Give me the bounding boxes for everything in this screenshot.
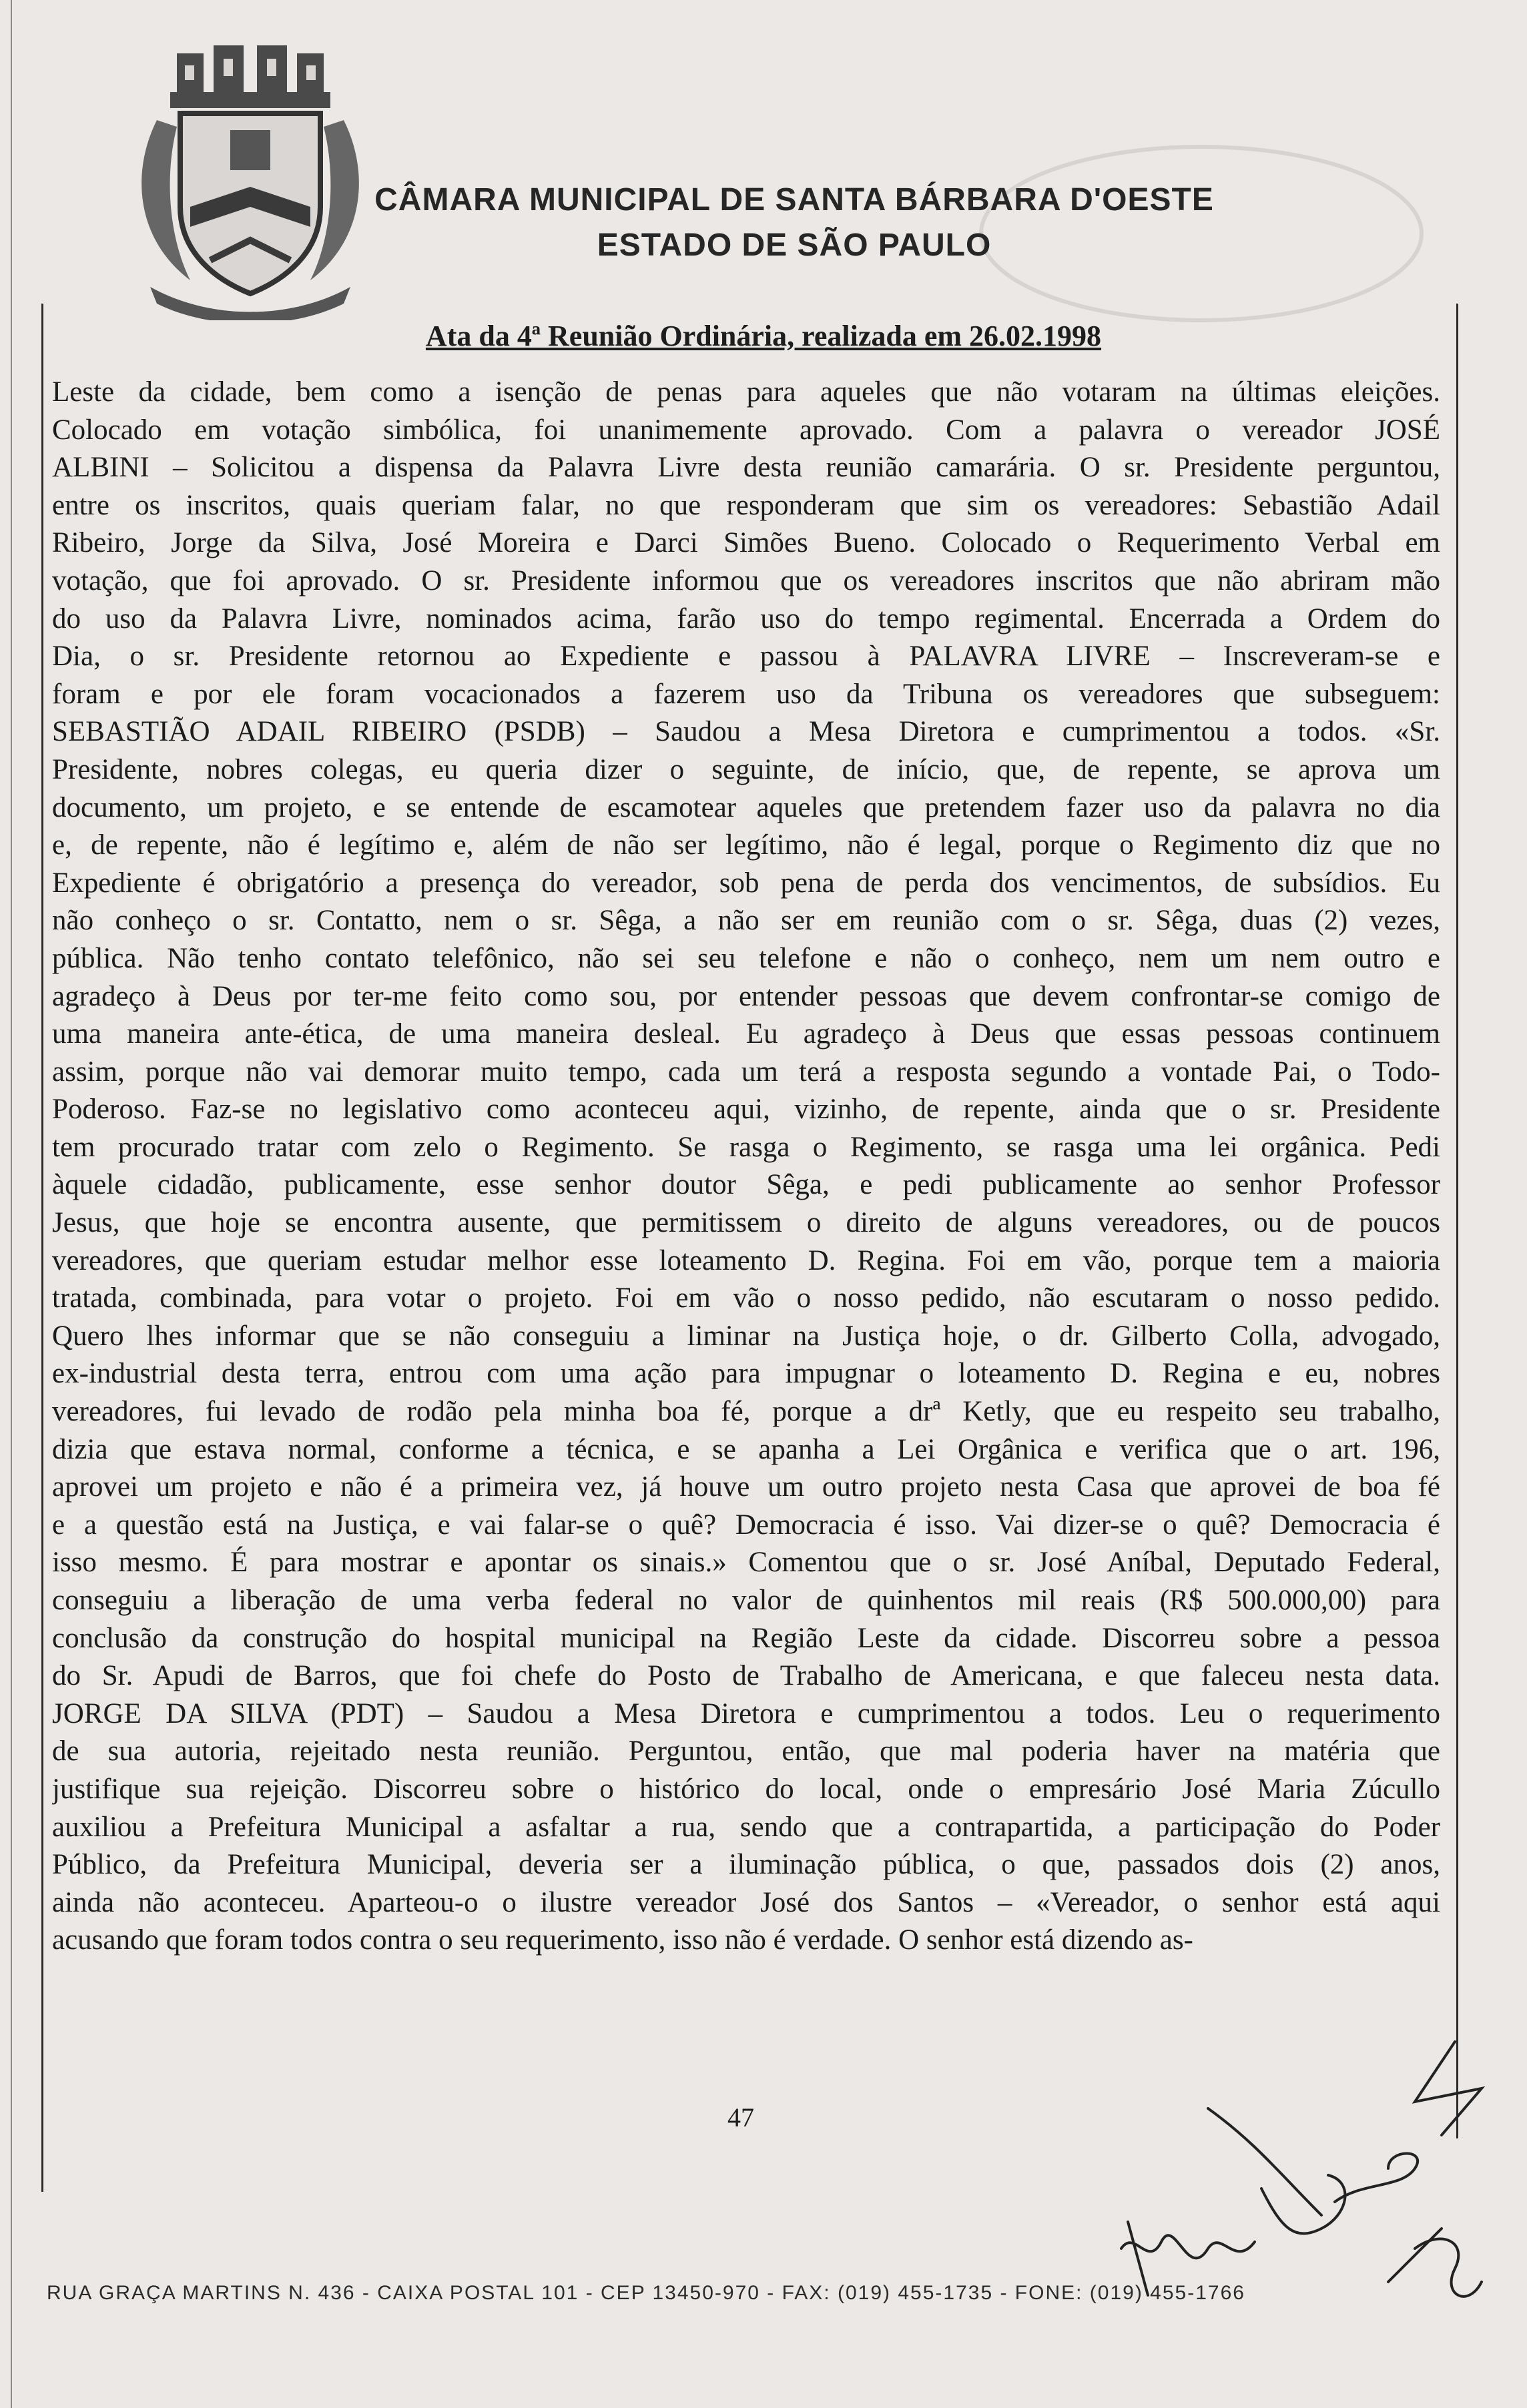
body-line: auxiliou a Prefeitura Municipal a asfaltar a rua, sendo que a contrapartida, a participação do Poder [52, 1811, 1440, 1843]
handwritten-signatures-icon [1041, 2028, 1508, 2322]
body-line: ex-industrial desta terra, entrou com uma ação para impugnar o loteamento D. Regina e eu, nobres [52, 1358, 1440, 1390]
body-line: documento, um projeto, e se entende de escamotear aqueles que pretendem fazer uso da palavra no dia [52, 791, 1440, 823]
document-title: Ata da 4ª Reunião Ordinária, realizada em 26.02.1998 [425, 320, 1102, 352]
state-name: ESTADO DE SÃO PAULO [597, 228, 992, 263]
body-line: aprovei um projeto e não é a primeira vez, já houve um outro projeto nesta Casa que aprovei de boa fé [52, 1471, 1440, 1503]
body-line: dizia que estava normal, conforme a técnica, e se apanha a Lei Orgânica e verifica que o art. 196, [52, 1433, 1440, 1465]
body-line: vereadores, que queriam estudar melhor esse loteamento D. Regina. Foi em vão, porque tem a maioria [52, 1244, 1440, 1276]
body-line: Dia, o sr. Presidente retornou ao Expediente e passou à PALAVRA LIVRE – Inscreveram-se e [52, 641, 1440, 673]
body-line: isso mesmo. É para mostrar e apontar os sinais.» Comentou que o sr. José Aníbal, Deputado Federal, [52, 1547, 1440, 1579]
body-line: tem procurado tratar com zelo o Regimento. Se rasga o Regimento, se rasga uma lei orgânica. Pedi [52, 1131, 1440, 1163]
body-line: conclusão da construção do hospital municipal na Região Leste da cidade. Discorreu sobre a pessoa [52, 1622, 1440, 1654]
page-number: 47 [727, 2102, 754, 2132]
body-line: pública. Não tenho contato telefônico, não sei seu telefone e não o conheço, nem um nem outro e [52, 942, 1440, 974]
minutes-body [52, 374, 1440, 1960]
body-line: tratada, combinada, para votar o projeto. Foi em vão o nosso pedido, não escutaram o nosso pedido. [52, 1282, 1440, 1314]
body-line: Colocado em votação simbólica, foi unanimemente aprovado. Com a palavra o vereador JOSÉ [52, 414, 1440, 446]
body-line: Expediente é obrigatório a presença do vereador, sob pena de perda dos vencimentos, de subsídios. Eu [52, 867, 1440, 899]
body-line: acusando que foram todos contra o seu requerimento, isso não é verdade. O senhor está dizendo as- [52, 1924, 1193, 1956]
body-line: votação, que foi aprovado. O sr. Presidente informou que os vereadores inscritos que não abriram mão [52, 564, 1440, 596]
body-line: Ribeiro, Jorge da Silva, José Moreira e Darci Simões Bueno. Colocado o Requerimento Verbal em [52, 527, 1440, 559]
body-line: JORGE DA SILVA (PDT) – Saudou a Mesa Diretora e cumprimentou a todos. Leu o requerimento [52, 1697, 1440, 1729]
page-edge-divider [11, 0, 12, 2408]
body-line: Quero lhes informar que se não conseguiu a liminar na Justiça hoje, o dr. Gilberto Colla, advogado, [52, 1320, 1440, 1352]
body-line: e a questão está na Justiça, e vai falar-se o quê? Democracia é isso. Vai dizer-se o quê? Democracia é [52, 1509, 1440, 1541]
body-line: assim, porque não vai demorar muito tempo, cada um terá a resposta segundo a vontade Pai, o Todo- [52, 1056, 1440, 1088]
body-line: agradeço à Deus por ter-me feito como sou, por entender pessoas que devem confrontar-se comigo de [52, 980, 1440, 1012]
body-line: ainda não aconteceu. Aparteou-o o ilustre vereador José dos Santos – «Vereador, o senhor está aqui [52, 1886, 1440, 1918]
body-line: SEBASTIÃO ADAIL RIBEIRO (PSDB) – Saudou a Mesa Diretora e cumprimentou a todos. «Sr. [52, 716, 1440, 748]
organization-name: CÂMARA MUNICIPAL DE SANTA BÁRBARA D'OESTE [374, 182, 1214, 218]
body-line: Poderoso. Faz-se no legislativo como aconteceu aqui, vizinho, de repente, ainda que o sr. Presidente [52, 1094, 1440, 1126]
body-line: e, de repente, não é legítimo e, além de não ser legítimo, não é legal, porque o Regimento diz que no [52, 829, 1440, 861]
left-margin-rule [41, 304, 43, 2192]
body-line: não conheço o sr. Contatto, nem o sr. Sêga, a não ser em reunião com o sr. Sêga, duas (2) vezes, [52, 905, 1440, 937]
body-line: do Sr. Apudi de Barros, que foi chefe do Posto de Trabalho de Americana, e que faleceu nesta data. [52, 1660, 1440, 1692]
body-line: justifique sua rejeição. Discorreu sobre o histórico do local, onde o empresário José Maria Zúcullo [52, 1773, 1440, 1805]
body-line: vereadores, fui levado de rodão pela minha boa fé, porque a drª Ketly, que eu respeito seu trabalho, [52, 1396, 1440, 1428]
body-line: àquele cidadão, publicamente, esse senhor doutor Sêga, e pedi publicamente ao senhor Professor [52, 1169, 1440, 1201]
body-line: ALBINI – Solicitou a dispensa da Palavra Livre desta reunião camarária. O sr. Presidente perguntou, [52, 452, 1440, 484]
body-line: do uso da Palavra Livre, nominados acima, farão uso do tempo regimental. Encerrada a Ordem do [52, 603, 1440, 635]
body-line: Jesus, que hoje se encontra ausente, que permitissem o direito de alguns vereadores, ou de poucos [52, 1207, 1440, 1239]
body-line: conseguiu a liberação de uma verba federal no valor de quinhentos mil reais (R$ 500.000,00) para [52, 1585, 1440, 1616]
body-line: entre os inscritos, quais queriam falar, no que responderam que sim os vereadores: Sebastião Adail [52, 489, 1440, 521]
body-line: Presidente, nobres colegas, eu queria dizer o seguinte, de início, que, de repente, se aprova um [52, 753, 1440, 785]
body-line: foram e por ele foram vocacionados a fazerem uso da Tribuna os vereadores que subseguem: [52, 678, 1440, 710]
footer-address: RUA GRAÇA MARTINS N. 436 - CAIXA POSTAL 101 - CEP 13450-970 - FAX: (019) 455-1735 - FONE: (019) 455-1766 [47, 2282, 1245, 2304]
body-line: Leste da cidade, bem como a isenção de penas para aqueles que não votaram na últimas eleições. [52, 376, 1440, 408]
body-line: de sua autoria, rejeitado nesta reunião. Perguntou, então, que mal poderia haver na matéria que [52, 1735, 1440, 1767]
right-margin-rule [1456, 304, 1458, 2138]
body-line: Público, da Prefeitura Municipal, deveria ser a iluminação pública, o que, passados dois (2) anos, [52, 1849, 1440, 1881]
body-line: uma maneira ante-ética, de uma maneira desleal. Eu agradeço à Deus que essas pessoas continuem [52, 1018, 1440, 1050]
